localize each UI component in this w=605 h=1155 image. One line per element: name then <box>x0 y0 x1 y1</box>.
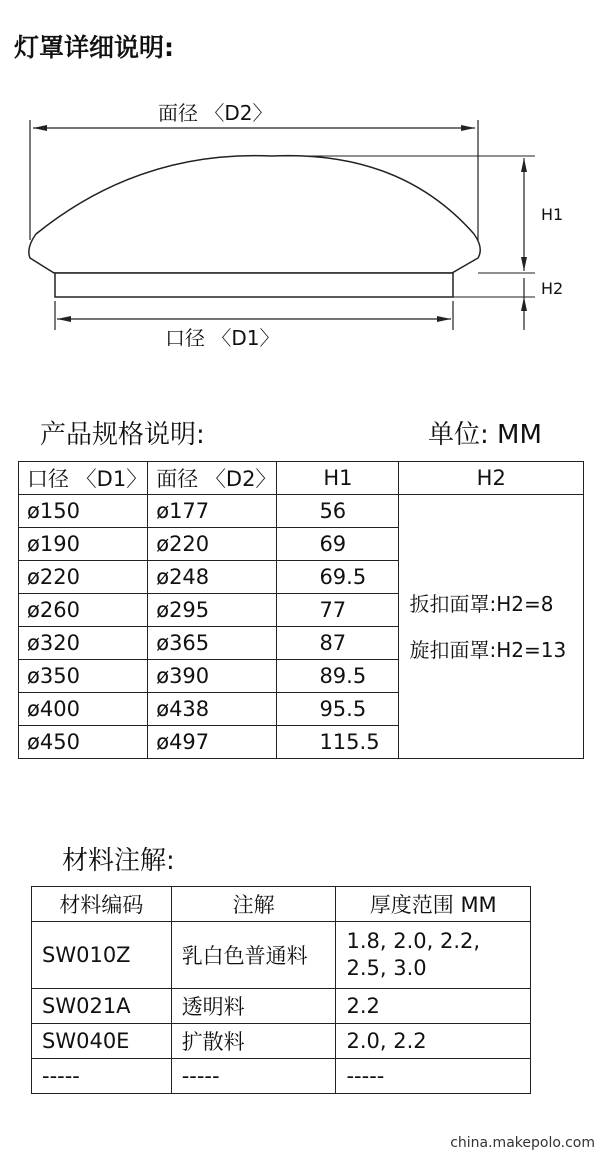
spec-header-row <box>19 462 584 495</box>
cell-material-note: ----- <box>171 1059 336 1094</box>
cell-material-code: SW021A <box>32 989 172 1024</box>
table-row <box>32 1024 531 1059</box>
cell-thickness: 1.8, 2.0, 2.2, 2.5, 3.0 <box>336 922 531 989</box>
table-row <box>32 1059 531 1094</box>
col-header-note: 注解 <box>171 887 336 922</box>
cell-d2: ø220 <box>148 528 277 561</box>
cell-d2: ø390 <box>148 660 277 693</box>
col-header-d2: 面径 〈D2〉 <box>148 462 277 495</box>
cell-material-note: 透明料 <box>171 989 336 1024</box>
cell-d2: ø438 <box>148 693 277 726</box>
spec-title: 产品规格说明: <box>40 420 205 450</box>
cell-h1: 77 <box>277 594 399 627</box>
cell-thickness: 2.0, 2.2 <box>336 1024 531 1059</box>
cell-d2: ø177 <box>148 495 277 528</box>
cell-material-code: SW040E <box>32 1024 172 1059</box>
col-header-code: 材料编码 <box>32 887 172 922</box>
lampshade-diagram <box>0 80 605 380</box>
cell-h1: 69.5 <box>277 561 399 594</box>
watermark: china.makepolo.com <box>450 1135 595 1151</box>
cell-material-code: SW010Z <box>32 922 172 989</box>
h2-note-twist: 旋扣面罩:H2=13 <box>409 637 567 662</box>
cell-h1: 89.5 <box>277 660 399 693</box>
cell-d1: ø220 <box>19 561 148 594</box>
page-heading: 灯罩详细说明: <box>14 33 174 62</box>
h2-label: H2 <box>541 279 564 298</box>
cell-d1: ø150 <box>19 495 148 528</box>
lampshade-dome <box>29 156 480 273</box>
cell-d1: ø450 <box>19 726 148 759</box>
col-header-h1: H1 <box>277 462 399 495</box>
materials-table <box>31 886 531 1094</box>
h2-notes-cell <box>399 495 584 759</box>
table-row <box>19 495 584 528</box>
cell-d2: ø497 <box>148 726 277 759</box>
table-row <box>32 989 531 1024</box>
cell-h1: 87 <box>277 627 399 660</box>
cell-thickness: 2.2 <box>336 989 531 1024</box>
h2-note-snap: 扳扣面罩:H2=8 <box>409 591 554 616</box>
lampshade-base-ring <box>55 273 453 297</box>
cell-thickness: ----- <box>336 1059 531 1094</box>
col-header-d1: 口径 〈D1〉 <box>19 462 148 495</box>
cell-material-note: 乳白色普通料 <box>171 922 336 989</box>
cell-d1: ø320 <box>19 627 148 660</box>
col-header-h2: H2 <box>399 462 584 495</box>
cell-d1: ø400 <box>19 693 148 726</box>
cell-d2: ø295 <box>148 594 277 627</box>
materials-header-row <box>32 887 531 922</box>
mouth-diameter-label: 口径 〈D1〉 <box>165 326 280 350</box>
h1-label: H1 <box>541 205 564 224</box>
cell-material-code: ----- <box>32 1059 172 1094</box>
materials-title: 材料注解: <box>62 846 175 876</box>
cell-h1: 115.5 <box>277 726 399 759</box>
cell-d2: ø365 <box>148 627 277 660</box>
cell-d1: ø260 <box>19 594 148 627</box>
unit-label: 单位: MM <box>428 420 542 450</box>
cell-d1: ø190 <box>19 528 148 561</box>
cell-d1: ø350 <box>19 660 148 693</box>
spec-table <box>18 461 584 759</box>
col-header-thickness: 厚度范围 MM <box>336 887 531 922</box>
cell-h1: 56 <box>277 495 399 528</box>
cell-d2: ø248 <box>148 561 277 594</box>
cell-h1: 69 <box>277 528 399 561</box>
table-row <box>32 922 531 989</box>
face-diameter-label: 面径 〈D2〉 <box>158 101 273 125</box>
cell-material-note: 扩散料 <box>171 1024 336 1059</box>
cell-h1: 95.5 <box>277 693 399 726</box>
